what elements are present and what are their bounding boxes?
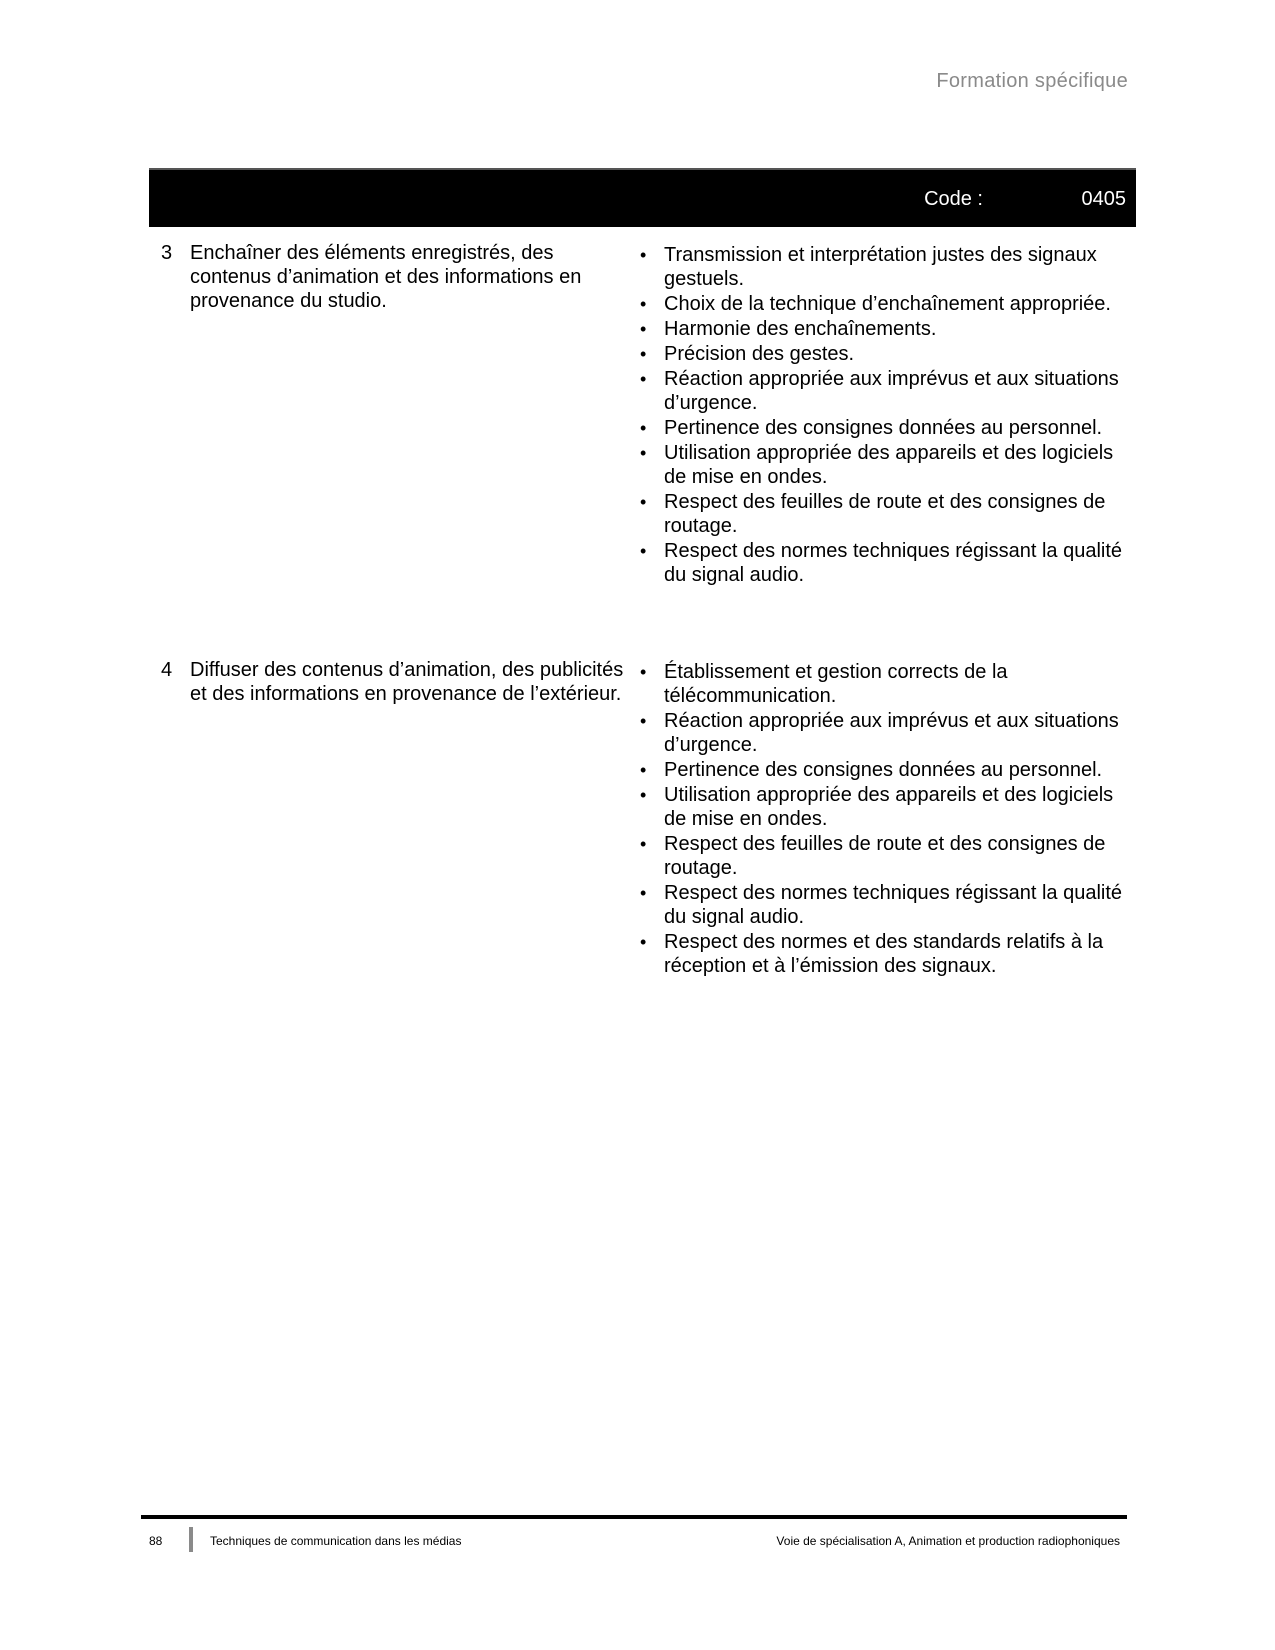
criteria-text: Respect des feuilles de route et des consignes de routage. — [664, 833, 1106, 879]
criteria-text: Pertinence des consignes données au personnel. — [664, 417, 1103, 439]
element-number: 3 — [161, 242, 173, 264]
criteria-item — [639, 783, 1129, 831]
element-text: Diffuser des contenus d’animation, des publicités et des informations en provenance de l’extérieur. — [190, 659, 624, 705]
bullet-icon: • — [640, 443, 647, 463]
footer-document-title: Techniques de communication dans les médias — [210, 1534, 462, 1548]
page-number: 88 — [149, 1534, 163, 1548]
criteria-text: Transmission et interprétation justes des signaux gestuels. — [664, 244, 1097, 290]
criteria-text: Précision des gestes. — [664, 343, 855, 365]
criteria-item — [639, 832, 1129, 880]
bullet-icon: • — [640, 344, 647, 364]
bullet-icon: • — [640, 711, 647, 731]
criteria-text: Respect des normes techniques régissant la qualité du signal audio. — [664, 540, 1123, 586]
criteria-item — [639, 317, 1129, 341]
bullet-icon: • — [640, 492, 647, 512]
criteria-text: Réaction appropriée aux imprévus et aux situations d’urgence. — [664, 368, 1119, 414]
criteria-text: Choix de la technique d’enchaînement appropriée. — [664, 293, 1111, 315]
criteria-list — [639, 243, 1129, 588]
bullet-icon: • — [640, 418, 647, 438]
bullet-icon: • — [640, 785, 647, 805]
bullet-icon: • — [640, 294, 647, 314]
criteria-item — [639, 709, 1129, 757]
code-label: Code : — [924, 188, 983, 210]
bullet-icon: • — [640, 245, 647, 265]
criteria-item — [639, 539, 1129, 587]
bullet-icon: • — [640, 834, 647, 854]
element-text: Enchaîner des éléments enregistrés, des contenus d’animation et des informations en provenance du studio. — [190, 242, 582, 312]
code-bar — [149, 168, 1136, 227]
bullet-icon: • — [640, 662, 647, 682]
criteria-text: Respect des normes techniques régissant la qualité du signal audio. — [664, 882, 1123, 928]
criteria-text: Utilisation appropriée des appareils et des logiciels de mise en ondes. — [664, 784, 1114, 830]
criteria-item — [639, 292, 1129, 316]
criteria-text: Respect des feuilles de route et des consignes de routage. — [664, 491, 1106, 537]
criteria-item — [639, 930, 1129, 978]
criteria-text: Harmonie des enchaînements. — [664, 318, 937, 340]
criteria-item — [639, 660, 1129, 708]
criteria-text: Utilisation appropriée des appareils et des logiciels de mise en ondes. — [664, 442, 1114, 488]
criteria-item — [639, 416, 1129, 440]
bullet-icon: • — [640, 541, 647, 561]
footer-rule — [141, 1515, 1127, 1519]
element-number: 4 — [161, 659, 173, 681]
criteria-list — [639, 660, 1129, 979]
code-separator — [1181, 182, 1182, 212]
criteria-text: Respect des normes et des standards relatifs à la réception et à l’émission des signaux. — [664, 931, 1104, 977]
criteria-text: Réaction appropriée aux imprévus et aux situations d’urgence. — [664, 710, 1119, 756]
footer-section-title: Voie de spécialisation A, Animation et production radiophoniques — [776, 1534, 1120, 1548]
code-value: 0405 — [1081, 188, 1126, 210]
bullet-icon: • — [640, 932, 647, 952]
running-header: Formation spécifique — [936, 70, 1128, 92]
criteria-item — [639, 758, 1129, 782]
criteria-item — [639, 881, 1129, 929]
criteria-text: Établissement et gestion corrects de la télécommunication. — [664, 661, 1008, 707]
bullet-icon: • — [640, 760, 647, 780]
bullet-icon: • — [640, 883, 647, 903]
criteria-item — [639, 367, 1129, 415]
criteria-item — [639, 441, 1129, 489]
bullet-icon: • — [640, 319, 647, 339]
criteria-item — [639, 243, 1129, 291]
criteria-item — [639, 490, 1129, 538]
footer-divider — [189, 1527, 193, 1552]
criteria-text: Pertinence des consignes données au personnel. — [664, 759, 1103, 781]
criteria-item — [639, 342, 1129, 366]
bullet-icon: • — [640, 369, 647, 389]
